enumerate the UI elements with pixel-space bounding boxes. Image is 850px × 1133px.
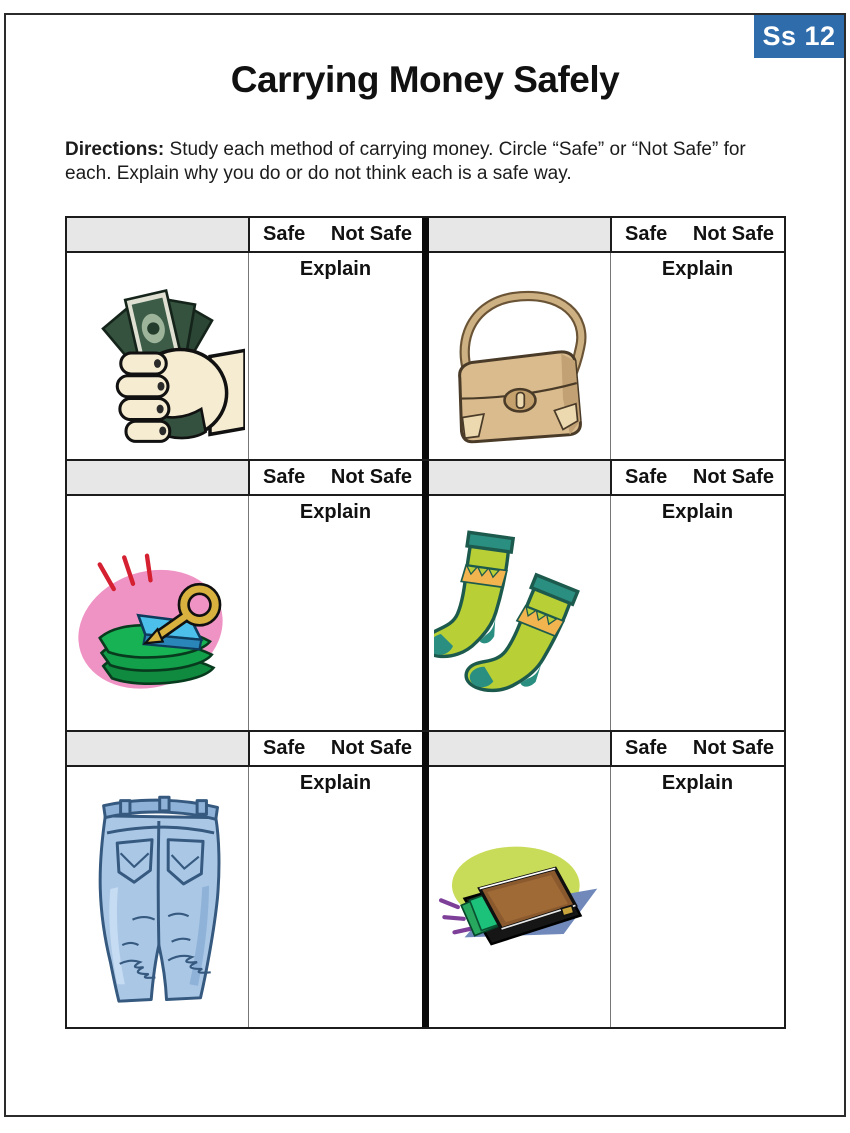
cell-wallet [429, 732, 784, 1027]
directions-text: Study each method of carrying money. Circle “Safe” or “Not Safe” for each. Explain why you do or do not think each is a safe way. [65, 139, 746, 184]
not-safe-option[interactable]: Not Safe [692, 466, 774, 488]
cell-money-with-safety-pin [67, 461, 422, 730]
worksheet-table [65, 216, 786, 1029]
header-spacer-cell [429, 732, 612, 765]
safe-option[interactable]: Safe [263, 223, 306, 245]
money-with-safety-pin-illustration [67, 496, 249, 730]
safe-option[interactable]: Safe [263, 466, 306, 488]
jeans-icon [73, 775, 243, 1020]
fist-clutching-cash-illustration [67, 253, 249, 459]
purse-icon [434, 266, 606, 446]
table-row [67, 732, 784, 1027]
table-row [67, 461, 784, 732]
header-spacer-cell [67, 218, 250, 251]
cell-fist-clutching-cash [67, 218, 422, 459]
cell-shoulder-purse [429, 218, 784, 459]
cell-jeans-back-pocket [67, 732, 422, 1027]
not-safe-option[interactable]: Not Safe [692, 737, 774, 759]
safe-option[interactable]: Safe [263, 737, 306, 759]
explain-label: Explain [661, 772, 734, 794]
worksheet-page [4, 13, 846, 1117]
wallet-icon [436, 833, 604, 961]
explain-label: Explain [661, 501, 734, 523]
safe-option[interactable]: Safe [625, 737, 668, 759]
not-safe-option[interactable]: Not Safe [330, 223, 412, 245]
explain-write-area[interactable] [611, 281, 784, 459]
header-spacer-cell [67, 461, 250, 494]
header-spacer-cell [67, 732, 250, 765]
wallet-illustration [429, 767, 611, 1027]
not-safe-option[interactable]: Not Safe [692, 223, 774, 245]
explain-label: Explain [299, 772, 372, 794]
explain-label: Explain [661, 258, 734, 280]
page-title: Carrying Money Safely [230, 59, 620, 100]
explain-write-area[interactable] [611, 795, 784, 1027]
cell-socks [429, 461, 784, 730]
socks-icon [434, 523, 606, 703]
explain-write-area[interactable] [249, 281, 422, 459]
socks-illustration [429, 496, 611, 730]
header-spacer-cell [429, 461, 612, 494]
shoulder-purse-illustration [429, 253, 611, 459]
not-safe-option[interactable]: Not Safe [330, 737, 412, 759]
table-center-divider [422, 461, 429, 730]
pinned-money-icon [70, 526, 245, 701]
explain-label: Explain [299, 258, 372, 280]
table-center-divider [422, 218, 429, 459]
header-spacer-cell [429, 218, 612, 251]
explain-write-area[interactable] [611, 524, 784, 730]
safe-option[interactable]: Safe [625, 466, 668, 488]
directions [65, 138, 795, 185]
explain-write-area[interactable] [249, 795, 422, 1027]
money-fist-icon [70, 269, 245, 444]
safe-option[interactable]: Safe [625, 223, 668, 245]
not-safe-option[interactable]: Not Safe [330, 466, 412, 488]
explain-write-area[interactable] [249, 524, 422, 730]
jeans-back-pocket-illustration [67, 767, 249, 1027]
directions-label: Directions: [65, 139, 165, 160]
table-row [67, 218, 784, 461]
page-code-badge: Ss 12 [754, 15, 844, 58]
table-center-divider [422, 732, 429, 1027]
explain-label: Explain [299, 501, 372, 523]
